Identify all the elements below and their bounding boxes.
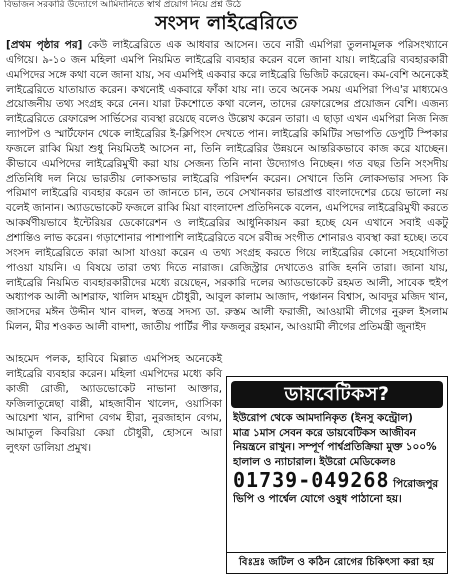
continuation-marker: [প্রথম পৃষ্ঠার পর] (6, 39, 83, 51)
ad-location: পিরোজপুর (393, 478, 439, 490)
ad-line: ইউরোপ থেকে আমদানিকৃত (ইনসু কন্ট্রোল) (233, 412, 413, 424)
paragraph-text: কেউ লাইব্রেরিতে এক আধবার আসেন। তবে নারী এমপিরা তুলনামূলক পরিসংখ্যানে এগিয়ে। ৯-১০ জন মহিলা এমপি নিয়মিত লাইব্রেরি ব্যবহার করেন বলে জানা যায়। লাইব্রেরি ব্যবহারকারী এমপিদের সঙ্গে কথা বলে জানা যায়, সব এমপিই একবার করে লাইব্রেরি ভিজিট করেছেন। কম-বেশি অনেকেই লাইব্রেরিতে যাতায়াত করেন। কখনোই একবারে ফাঁকা যায় না। তবে অনেক সময় এমপিরা পিএ'র মাধ্যমেও প্রয়োজনীয় তথ্য সংগ্রহ করে নেন। যারা টকশোতে কথা বলেন, তাদের রেফারেন্সের প্রয়োজন বেশি। এজন্য লাইব্রেরিতে রেফারেন্স সার্ভিসের ব্যবস্থা রয়েছে বলেও উল্লেখ করেন তারা। এ ছাড়া এখন এমপিরা নিজ নিজ ল্যাপটপ ও স্মার্টফোন থেকে লাইব্রেরির ই-ক্লিপিংস দেখতে পান। লাইব্রেরি কমিটির সভাপতি ডেপুটি স্পিকার ফজলে রাব্বি মিয়া শুধু নিয়মিতই আসেন না, তিনি লাইব্রেরির উন্নয়নে আন্তরিকভাবে কাজ করে যাচ্ছেন। কীভাবে এমপিদের লাইব্রেরিমুখী করা যায় সেজন্য তিনি নানা উদ্যোগও নিচ্ছেন। গত বছর তিনি সংসদীয় প্রতিনিধি দল নিয়ে ভারতীয় লোকসভার লাইব্রেরি পরিদর্শন করেন। সেখানে তিনি লোকসভার সদস্য কি পরিমাণ লাইব্রেরি ব্যবহার করেন তা জানতে চান, তবে সেখানকার ভারপ্রাপ্ত বাংলাদেশের চেয়ে ভালো নয় বলেই জানান। অ্যাডভোকেট ফজলে রাব্বি মিয়া বাংলাদেশ প্রতিদিনকে বলেন, এমপিদের লাইব্রেরিমুখী করতে আকর্ষণীয়ভাবে ইন্টেরিয়র ডেকোরেশন ও লাইব্রেরির আধুনিকায়ন করা হচ্ছে যেন এখানে সবাই একটু প্রশান্তিও লাভ করেন। গড়াশোনার পাশাপাশি লাইব্রেরিতে বসে রবীন্দ্র সংগীত শোনারও ব্যবস্থা করা হচ্ছে। তবে সংসদ লাইব্রেরিতে কারা আসা যাওয়া করেন এ তথ্য সংগ্রহ করতে গিয়ে লাইব্রেরির কোনো সহযোগিতা পাওয়া যায়নি। এ বিষয়ে তারা তথ্য দিতে নারাজ। রেজিস্ট্রার দেখাতেও রাজি হননি তারা। জানা যায়, লাইব্রেরি নিয়মিত ব্যবহারকারীদের মধ্যে রয়েছেন, সরকারি দলের অ্যাডভোকেট রহমত আলী, সাবেক হুইপ অধ্যাপক আলী আশরাফ, খালিদ মাহমুদ চৌধুরী, আবুল কালাম আজাদ, পঞ্চানন বিশ্বাস, আবদুর মজিদ খান, জাসদের মঈন উদ্দীন খান বাদল, স্বতন্ত্র সদস্য ডা. রুস্তম আলী ফরাজী, আওয়ামী লীগের নুরুল ইসলাম মিলন, মীর শওকত আলী বাদশা, জাতীয় পার্টির পীর ফজলুর রহমান, আওয়ামী লীগের প্রতিমন্ত্রী জুনাইদ (6, 39, 448, 334)
ad-line-text: হালাল ও ন্যাচারাল। (233, 455, 316, 468)
ad-line: নিয়ন্ত্রনে রাখুন। সম্পূর্ণ পার্শ্বপ্রতিক্রিয়া মুক্ত ১০০% (233, 441, 437, 453)
article-headline: সংসদ লাইব্রেরিতে (155, 12, 298, 34)
ad-company: ইউরো মেডিকেল৪ (319, 455, 397, 468)
article-column-continued (6, 352, 222, 456)
article-paragraph: আহমেদ পলক, হাবিবে মিল্লাত এমপিসহ অনেকেই লাইব্রেরি ব্যবহার করেন। মহিলা এমপিদের মধ্যে কবি কাজী রোজী, অ্যাডভোকেট নাভানা আক্তার, ফজিলাতুন্নেছা বাপ্পী, মাহজাবীন খালেদ, ওয়াসিকা আয়েশা খান, রাশিদা বেগম হীরা, নুরজাহান বেগম, আমাতুল কিবরিয়া কেয়া চৌধুরী, হোসনে আরা লুৎফা ডালিয়া প্রমুখ। (6, 353, 222, 455)
ad-phone-number: 01739-049268 (233, 469, 390, 492)
ad-footer: বিঃদ্রঃ জটিল ও কঠিন রোগের চিকিৎসা করা হয় (227, 552, 446, 573)
article-body (6, 38, 448, 335)
ad-line: মাত্র ১মাস সেবন করে ডায়বেটিকস আজীবন (233, 426, 416, 439)
ad-title: ডায়বেটিকস? (231, 381, 443, 408)
diabetes-advertisement (226, 376, 448, 574)
article-paragraph (6, 38, 448, 335)
ad-copy (227, 408, 447, 506)
ad-line (233, 455, 441, 470)
previous-article-tail: বিভাজন সরকারি উদ্যোগে আমিদানিতে স্বার্থ প্রয়োগ নিয়ে প্রশ্ন উঠে (4, 0, 242, 10)
ad-line: ভিপি ও পার্শ্বেল যোগে ওষুধ পাঠানো হয়। (233, 492, 402, 505)
ad-phone-line (233, 469, 441, 492)
